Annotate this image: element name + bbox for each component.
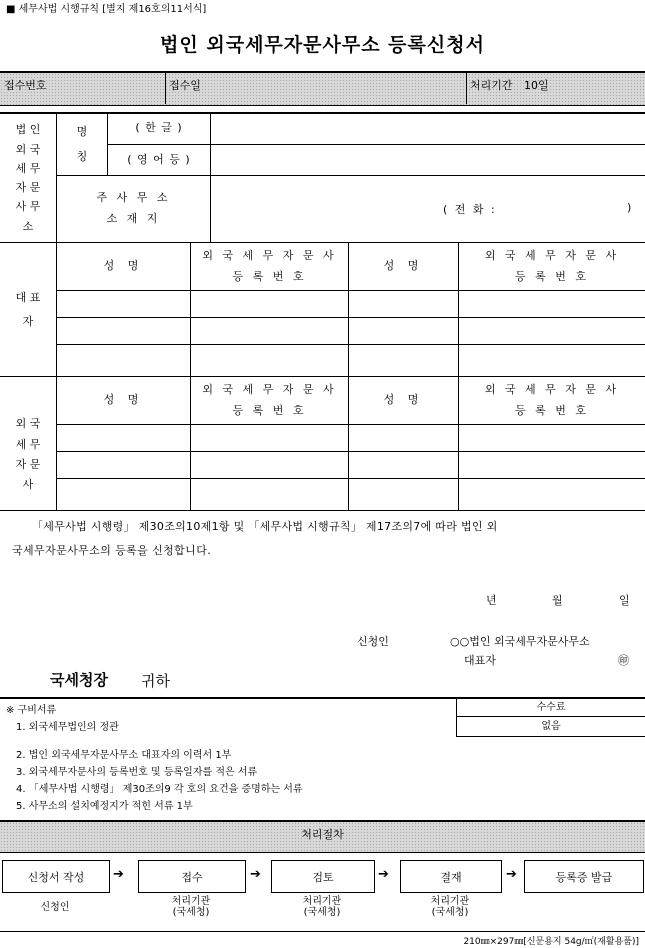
office-english-name-field[interactable] (211, 145, 645, 175)
office-korean-name-field[interactable] (211, 113, 645, 144)
office-address-field[interactable] (211, 176, 645, 242)
applicant-label: 신청인 (357, 635, 389, 648)
document-item: 2. 법인 외국세무자문사무소 대표자의 이력서 1부 (16, 750, 232, 761)
statement-line-2: 국세무자문사무소의 등록을 신청합니다. (12, 544, 212, 557)
arrow-icon: ➔ (250, 867, 261, 882)
arrow-icon: ➔ (378, 867, 389, 882)
arrow-icon: ➔ (113, 867, 124, 882)
form-footer: 210㎜×297㎜[신문용지 54g/㎡(재활용품)] (463, 937, 639, 947)
date-month: 월 (552, 594, 563, 607)
applicant-seal: ㊞ (618, 654, 629, 667)
procedure-actor-4: 처리기관 (국세청) (430, 896, 470, 918)
procedure-step-5: 등록증 발급 (524, 860, 644, 893)
receipt-number-label: 접수번호 (4, 79, 47, 92)
procedure-step-1: 신청서 작성 (2, 860, 110, 893)
advisor-side-label: 외 국 세 무 자 문 사 (15, 417, 41, 492)
office-address-label: 주 사 무 소 소 재 지 (96, 191, 171, 225)
fee-label: 수수료 (536, 702, 566, 713)
advisor-name-header-1: 성 명 (103, 393, 144, 407)
document-item: 5. 사무소의 설치예정지가 적힌 서류 1부 (16, 801, 193, 812)
advisor-reg-header-1: 외 국 세 무 자 문 사 등 록 번 호 (202, 382, 337, 417)
procedure-actor-1: 신청인 (40, 902, 70, 913)
documents-title: ※ 구비서류 (6, 705, 57, 716)
applicant-representative: 대표자 (464, 654, 496, 667)
date-day: 일 (619, 594, 630, 607)
date-year: 년 (486, 594, 497, 607)
fee-value: 없음 (541, 721, 561, 732)
procedure-title: 처리절차 (301, 827, 344, 841)
advisor-name-header-2: 성 명 (383, 393, 424, 407)
processing-period-label: 처리기간 (470, 79, 513, 92)
representative-name-header-2: 성 명 (383, 259, 424, 273)
document-item: 1. 외국세무법인의 정관 (16, 722, 119, 733)
office-side-label: 법 인 외 국 세 무 자 문 사 무 소 (15, 123, 41, 233)
recipient-suffix: 귀하 (141, 672, 170, 690)
procedure-step-3: 검토 (271, 860, 375, 893)
form-header-note: ■ 세무사법 시행규칙 [별지 제16호의11서식] (6, 4, 207, 15)
representative-reg-header-2: 외 국 세 무 자 문 사 등 록 번 호 (484, 248, 620, 283)
advisor-reg-header-2: 외 국 세 무 자 문 사 등 록 번 호 (484, 382, 620, 417)
procedure-step-2: 접수 (138, 860, 246, 893)
document-item: 3. 외국세무자문사의 등록번호 및 등록일자를 적은 서류 (16, 767, 258, 778)
phone-label: ( 전 화 : (443, 203, 497, 216)
office-english-name-label: ( 영 어 등 ) (127, 152, 191, 166)
arrow-icon: ➔ (506, 867, 517, 882)
processing-period-value: 10일 (524, 79, 549, 92)
receipt-date-label: 접수일 (169, 79, 201, 92)
phone-close: ) (627, 201, 632, 214)
form-title: 법인 외국세무자문사무소 등록신청서 (160, 34, 485, 56)
procedure-step-4: 결재 (400, 860, 502, 893)
office-korean-name-label: ( 한 글 ) (135, 121, 183, 135)
representative-side-label: 대 표 자 (15, 291, 41, 328)
procedure-actor-3: 처리기관 (국세청) (302, 896, 342, 918)
recipient-name: 국세청장 (50, 671, 108, 689)
representative-name-header-1: 성 명 (103, 259, 144, 273)
statement-line-1: 「세무사법 시행령」 제30조의10제1항 및 「세무사법 시행규칙」 제17조의7에 따라 법인 외 (32, 520, 498, 533)
representative-reg-header-1: 외 국 세 무 자 문 사 등 록 번 호 (202, 248, 337, 283)
procedure-actor-2: 처리기관 (국세청) (171, 896, 211, 918)
document-item: 4. 「세무사법 시행령」 제30조의9 각 호의 요건을 증명하는 서류 (16, 784, 303, 795)
office-name-label: 명 칭 (76, 124, 88, 163)
applicant-office: ○○법인 외국세무자문사무소 (450, 635, 590, 648)
